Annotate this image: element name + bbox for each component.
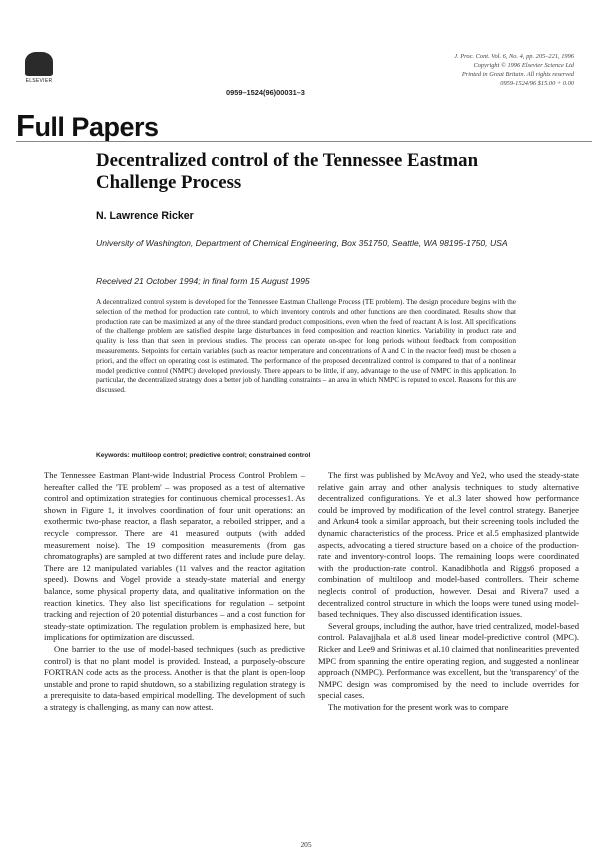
elsevier-tree-icon <box>25 52 53 76</box>
section-rule <box>16 141 592 142</box>
abstract: A decentralized control system is developed for the Tennessee Eastman Challenge Process (TE problem). The design procedure begins with the selection of the method for production rate control, to which inventory controls and other functions are then coordinated. Results show that production rate can be maximized at any of the three standard product compositions, even when the feed of reactant A is lost. All specifications of the challenge problem are satisfied despite large disturbances in feed composition and reaction kinetics. Variability in product rate and quality is less than that seen in previous studies. The process can operate on-spec for long periods without feedback from composition measurements. Setpoints for certain variables (such as reactor temperature and concentrations of A and C in the reactor feed) must be chosen a priori, and the effect on operating cost is estimated. The performance of the proposed decentralized control is compared to that of a nonlinear model predictive control (NMPC) developed previously. There appears to be little, if any, advantage to the use of NMPC in this application. In particular, the decentralized strategy does a better job of handling constraints – an area in which NMPC is reputed to excel. Reasons for this are discussed. <box>96 297 516 395</box>
body-paragraph: The motivation for the present work was to compare <box>328 701 509 712</box>
author-affiliation: University of Washington, Department of Chemical Engineering, Box 351750, Seattle, WA 98195-1750, USA <box>96 238 508 248</box>
keywords-label: Keywords: <box>96 452 130 459</box>
journal-copyright: Copyright © 1996 Elsevier Science Ltd <box>473 62 574 69</box>
keywords-text: multiloop control; predictive control; constrained control <box>131 452 311 459</box>
author-name: N. Lawrence Ricker <box>96 210 194 222</box>
body-paragraph: The first was published by McAvoy and Ye2, who used the steady-state relative gain array and other analysis techniques to study alternative decentralized configurations. Ye et al.3 later showed how performance could be improved by modification of the level control strategy. Banerjee and Arkun4 took a similar approach, but their screening tools included the dynamic characteristics of the process. Price et al.5 emphasized plantwide aspects, advocating a tiered structure based on a choice of the production-rate and inventory-control loops. The remaining loops were coordinated with the production-rate control. Kanadibhotla and Riggs6 proposed a combination of multiloop and model-based controllers. Their scheme neglects control of production, however. Desai and Rivera7 used a decentralized control structure in which the loops were tuned using model-based techniques. They also discussed identification issues. <box>318 470 579 620</box>
publisher-logo-text: ELSEVIER <box>25 78 53 84</box>
keywords <box>96 452 310 459</box>
body-column-right <box>318 470 579 713</box>
article-code: 0959–1524(96)00031–3 <box>226 88 305 97</box>
body-paragraph: The Tennessee Eastman Plant-wide Industrial Process Control Problem – hereafter called the 'TE problem' – was proposed as a test of alternative control and optimization strategies for continuous chemical processes1. As shown in Figure 1, it involves coordination of four unit operations: an exothermic two-phase reactor, a flash separator, a reboiled stripper, and a recycle compressor. There are 41 measured outputs (with added measurement noise). The 19 composition measurements (from gas chromatographs) are sampled at two different rates and include pure delay. There are 12 manipulated variables (11 valves and the reactor agitation speed). Downs and Vogel provide a steady-state material and energy balance, some physical property data, and qualitative information on the reaction kinetics. They also list specifications for regulation – setpoint tracking and rejection of 20 potential disturbances – and a cost function for steady-state optimization. The regulation problem is emphasized here, but implications for optimization are discussed. <box>44 470 305 643</box>
page-number: 205 <box>300 840 312 849</box>
section-heading-rest: ull Papers <box>34 112 159 142</box>
received-dates: Received 21 October 1994; in final form 15 August 1995 <box>96 276 310 286</box>
section-heading-initial: F <box>16 108 35 143</box>
journal-printed: Printed in Great Britain. All rights reserved <box>461 71 574 78</box>
body-paragraph: Several groups, including the author, have tried centralized, model-based control. Palavajjhala et al.8 used linear model-predictive control (MPC). Ricker and Lee9 and Sriniwas et al.10 claimed that nonlinearities prevented MPC from spanning the entire operating region, and suggested a nonlinear approach (NMPC). Performance was excellent, but the 'transparency' of the NMPC design was compromised by the need to include overrides for special cases. <box>318 620 579 701</box>
journal-citation: J. Proc. Cont. Vol. 6, No. 4, pp. 205–221, 1996 <box>454 53 574 60</box>
journal-info <box>354 52 574 88</box>
publisher-logo <box>20 52 58 84</box>
body-paragraph: One barrier to the use of model-based techniques (such as predictive control) is that no plant model is provided. Instead, a purposely-obscure FORTRAN code acts as the process. Another is that the plant is open-loop unstable and prone to rapid shutdown, so a stabilizing regulation strategy is a prerequisite to data-based empirical modelling. The development of such a strategy is challenging, as many can now attest. <box>44 643 305 712</box>
body-column-left <box>44 470 305 713</box>
section-heading <box>16 108 159 144</box>
journal-issn: 0959-1524/96 $15.00 + 0.00 <box>500 80 574 87</box>
article-title: Decentralized control of the Tennessee Eastman Challenge Process <box>96 150 479 193</box>
